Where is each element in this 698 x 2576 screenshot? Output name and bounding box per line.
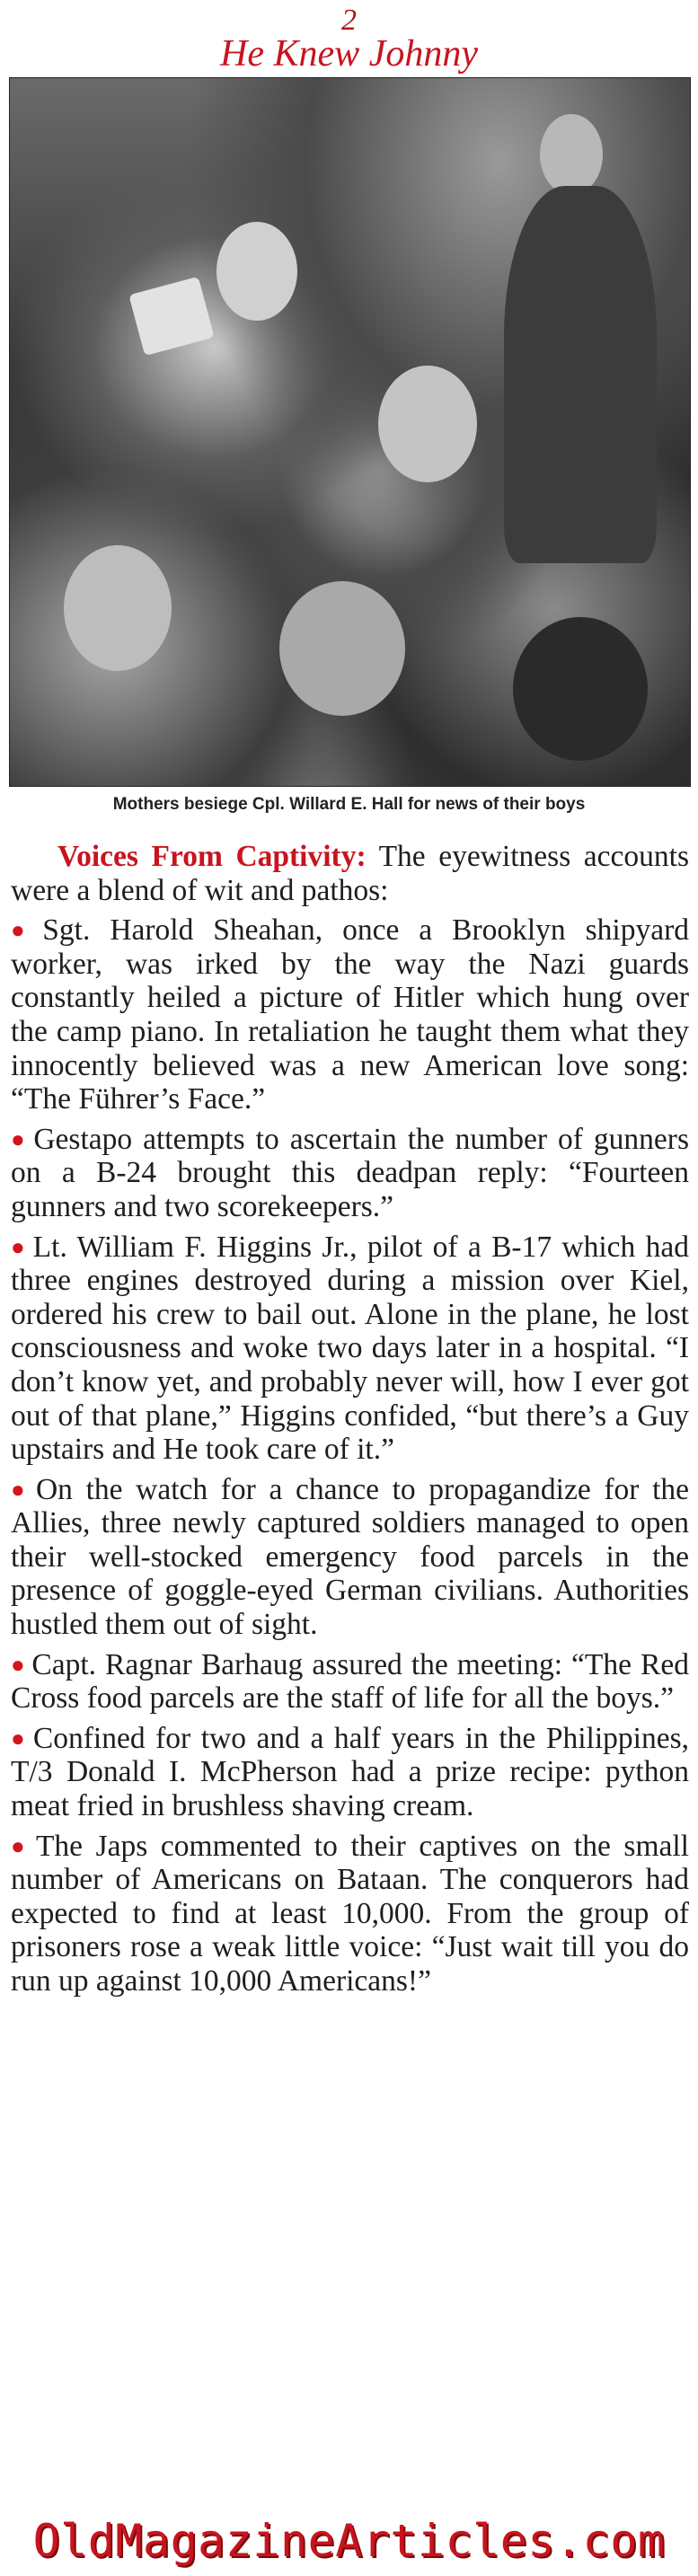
site-watermark[interactable]: OldMagazineArticles.com <box>32 2515 666 2567</box>
bullet-icon: ● <box>11 1832 31 1859</box>
photo-caption: Mothers besiege Cpl. Willard E. Hall for news of their boys <box>112 795 586 814</box>
list-item: ● Lt. William F. Higgins Jr., pilot of a B-17 which had three engines destroyed during a mission over Kiel, ordered his crew to bail out. Alone in the plane, he lost consciousness and woke two days later in a hospital. “I don’t know yet, and probably never will, how I ever got out of that plane,” Higgins confided, “but there’s a Guy upstairs and He took care of it.” <box>11 1230 689 1467</box>
photo-figure <box>216 222 297 321</box>
bullet-icon: ● <box>11 1476 31 1503</box>
section-title: Voices From Captivity: <box>57 840 367 873</box>
bullet-icon: ● <box>11 1725 28 1751</box>
article-intro <box>11 840 689 907</box>
page-heading: He Knew Johnny <box>220 33 478 75</box>
article-body <box>11 840 689 2005</box>
page-number: 2 <box>341 4 357 37</box>
list-item: ● Gestapo attempts to ascertain the number of gunners on a B-24 brought this deadpan reply: “Fourteen gunners and two scorekeepers.” <box>11 1122 689 1223</box>
bullet-icon: ● <box>11 1125 29 1152</box>
crowd-photo <box>9 77 691 787</box>
intro-text: The eyewitness accounts were a blend of wit and pathos: <box>11 840 689 907</box>
photo-figure <box>513 617 648 761</box>
list-item: ● On the watch for a chance to propagandize for the Allies, three newly captured soldiers managed to open their well-stocked emergency food parcels in the presence of goggle-eyed German civilians. Authorities hustled them out of sight. <box>11 1472 689 1642</box>
photo-figure <box>128 277 214 356</box>
photo-figure <box>540 114 603 195</box>
bullet-icon: ● <box>11 1651 27 1678</box>
photo-figure <box>279 581 405 716</box>
bullet-icon: ● <box>11 917 38 944</box>
list-item: ● Capt. Ragnar Barhaug assured the meeting: “The Red Cross food parcels are the staff of life for all the boys.” <box>11 1647 689 1716</box>
list-item: ● Confined for two and a half years in the Philippines, T/3 Donald I. McPherson had a prize recipe: python meat fried in brushless shaving cream. <box>11 1721 689 1823</box>
photo-figure <box>64 545 172 671</box>
list-item: ● Sgt. Harold Sheahan, once a Brooklyn shipyard worker, was irked by the way the Nazi guards constantly heiled a picture of Hitler which hung over the camp piano. In retaliation he taught them what they innocently believed was a new American love song: “The Führer’s Face.” <box>11 913 689 1116</box>
photo-figure <box>504 186 657 563</box>
list-item: ● The Japs commented to their captives on the small number of Americans on Bataan. The conquerors had expected to find at least 10,000. From the group of prisoners rose a weak little voice: “Just wait till you do run up against 10,000 Americans!” <box>11 1829 689 1998</box>
bullet-icon: ● <box>11 1233 28 1260</box>
photo-figure <box>378 366 477 482</box>
